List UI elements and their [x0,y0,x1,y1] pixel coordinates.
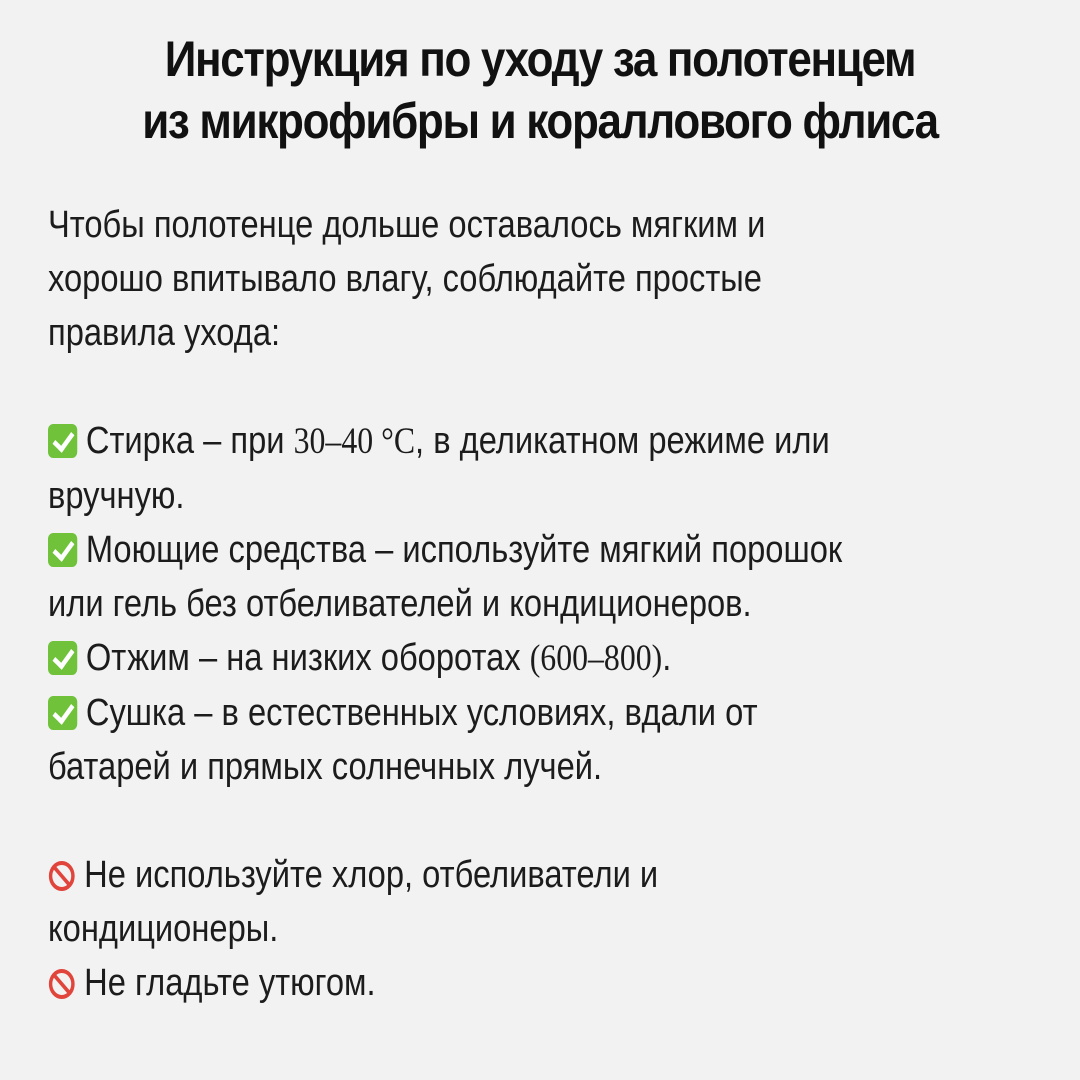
check-mark-icon [48,696,77,730]
rule-spin-speed: (600–800) [529,638,663,679]
warning-no-chlorine [48,848,985,902]
rule-dash: – [366,529,403,571]
rule-name: Отжим [85,637,190,679]
rule-drying-continued: батарей и прямых солнечных лучей. [48,746,603,788]
rule-text: на низких оборотах [226,637,530,679]
rule-text: . [662,637,672,679]
warning-text: Не гладьте утюгом. [84,962,376,1004]
rule-text: при [230,420,294,462]
rule-temperature: 30–40 °C [293,421,416,462]
rule-name: Моющие средства [85,529,367,571]
rule-text: в естественных условиях, вдали от [221,692,758,734]
intro-paragraph [48,198,985,360]
title-line-2: из микрофибры и кораллового флиса [142,93,938,149]
check-mark-icon [48,533,77,567]
rule-spin [48,631,985,686]
spacer [48,360,985,414]
rule-washing [48,414,985,469]
rule-detergents [48,523,985,577]
check-mark-icon [48,424,77,458]
page-title [65,28,1015,152]
rules-list [48,414,985,794]
rule-name: Сушка [85,692,186,734]
warnings-list [48,848,985,1010]
spacer [48,794,985,848]
intro-line-3: правила ухода: [48,312,281,354]
check-mark-icon [48,641,77,675]
title-line-1: Инструкция по уходу за полотенцем [164,31,916,87]
prohibited-icon [48,860,76,892]
rule-dash: – [185,692,222,734]
rule-dash: – [194,420,231,462]
rule-dash: – [189,637,227,679]
warning-text: Не используйте хлор, отбеливатели и [84,854,659,896]
warning-no-ironing [48,956,985,1010]
warning-no-chlorine-continued: кондиционеры. [48,908,279,950]
rule-text: используйте мягкий порошок [402,529,843,571]
rule-detergents-continued: или гель без отбеливателей и кондиционеров. [48,583,752,625]
rule-drying [48,686,985,740]
rule-washing-continued: вручную. [48,475,185,517]
rule-text: , в деликатном режиме или [415,420,830,462]
rule-name: Стирка [85,420,195,462]
instructions-body [48,198,985,1010]
prohibited-icon [48,968,76,1000]
intro-line-1: Чтобы полотенце дольше оставалось мягким и [48,204,766,246]
intro-line-2: хорошо впитывало влагу, соблюдайте простые [48,258,762,300]
